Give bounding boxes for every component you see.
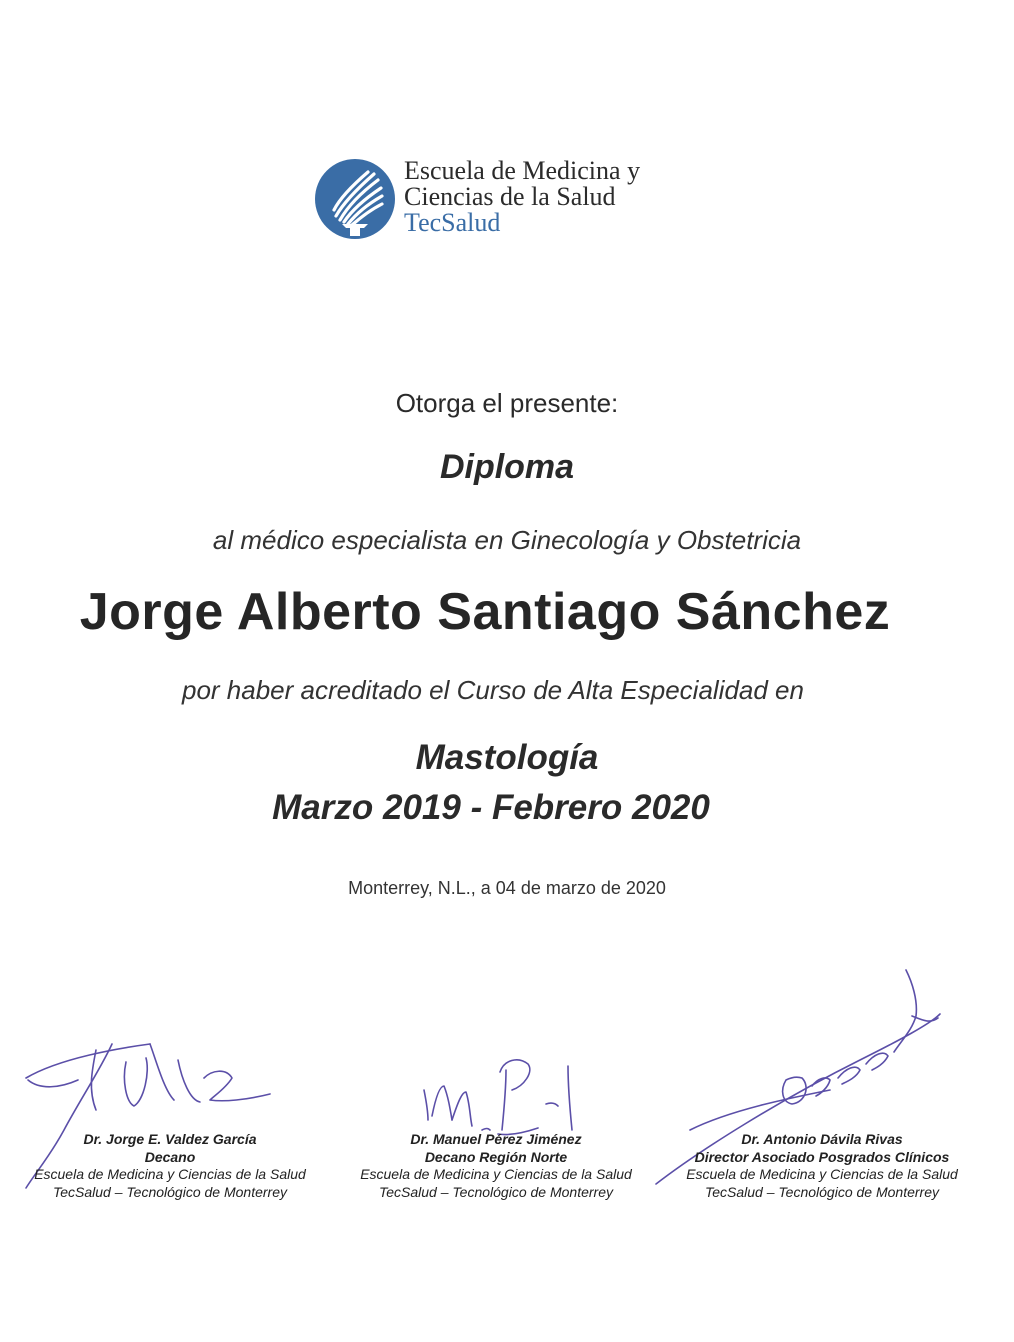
place-date: Monterrey, N.L., a 04 de marzo de 2020 — [348, 878, 666, 898]
signer-2-title: Decano Región Norte — [424, 1148, 568, 1165]
signer-2-org: TecSalud – Tecnológico de Monterrey — [378, 1183, 613, 1200]
institution-name-line2: Ciencias de la Salud — [404, 182, 616, 211]
signer-1-name: Dr. Jorge E. Valdez García — [83, 1131, 257, 1147]
signature-2-icon — [424, 1060, 572, 1135]
institution-name-line1: Escuela de Medicina y — [404, 156, 641, 185]
specialist-text: al médico especialista en Ginecología y Obstetricia — [212, 525, 802, 555]
document-type: Diploma — [439, 448, 575, 486]
signer-2-name: Dr. Manuel Pérez Jiménez — [410, 1131, 582, 1147]
signer-2-school: Escuela de Medicina y Ciencias de la Salud — [360, 1166, 632, 1182]
signer-1-school: Escuela de Medicina y Ciencias de la Salud — [34, 1166, 306, 1182]
recipient-name: Jorge Alberto Santiago Sánchez — [79, 583, 891, 641]
brand-name: TecSalud — [404, 208, 501, 237]
signer-3-title: Director Asociado Posgrados Clínicos — [694, 1148, 950, 1165]
flame-torch-icon — [314, 158, 396, 240]
course-name: Mastología — [415, 738, 599, 777]
signer-3-org: TecSalud – Tecnológico de Monterrey — [704, 1183, 939, 1200]
signer-3-name: Dr. Antonio Dávila Rivas — [741, 1131, 903, 1147]
signer-3-school: Escuela de Medicina y Ciencias de la Salud — [686, 1166, 958, 1182]
institution-logo — [314, 158, 714, 248]
signer-1 — [0, 1131, 340, 1201]
intro-text: Otorga el presente: — [395, 388, 619, 418]
signer-1-org: TecSalud – Tecnológico de Monterrey — [52, 1183, 287, 1200]
course-period: Marzo 2019 - Febrero 2020 — [272, 788, 710, 827]
signer-2 — [326, 1131, 666, 1201]
accredited-text: por haber acreditado el Curso de Alta Especialidad en — [182, 675, 804, 705]
signer-3 — [652, 1131, 992, 1201]
signer-1-title: Decano — [144, 1148, 196, 1165]
